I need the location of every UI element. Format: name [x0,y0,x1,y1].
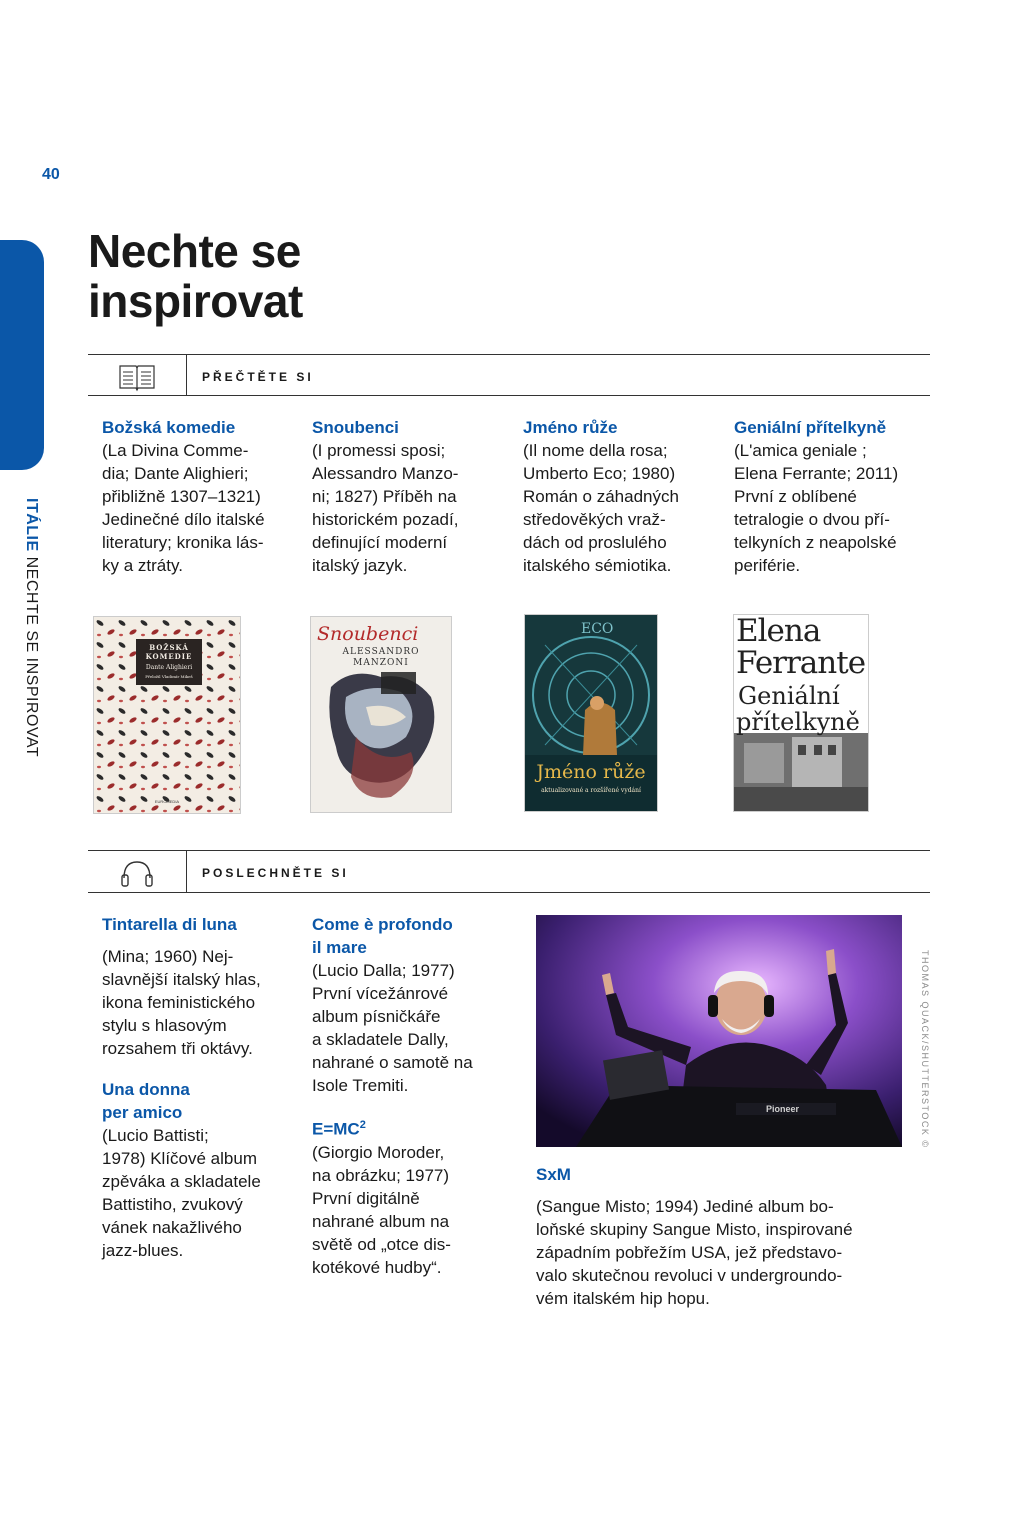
page-number: 40 [42,166,60,183]
section-divider [186,355,187,395]
mixer-brand: Pioneer [766,1104,800,1114]
running-header [22,498,40,757]
album-title: Una donna [102,1080,190,1099]
book-cover-bozska-komedie: BOŽSKÁ KOMEDIE Dante Alighieri Přeložil Vladimír Mikeš EUROMEDIA [94,617,240,813]
section-rule-bottom [88,892,930,893]
country-label: ITÁLIE [23,498,40,552]
album-entry: Una donna per amico (Lucio Battisti; 1978) Klíčové album zpěváka a skladatele Battistiho, zvukový vánek nakažlivého jazz-blues. [102,1078,302,1262]
album-title: SxM [536,1165,571,1184]
title-line-2: inspirovat [88,275,303,327]
album-entry: Tintarella di luna (Mina; 1960) Nej- slavnější italský hlas, ikona feministického stylu s hlasovým rozsahem tři oktávy. [102,913,302,1060]
album-title: $E=MC^2$ [312,1119,366,1139]
section-divider [186,851,187,892]
section-rule-bottom [88,395,930,396]
book-icon [118,362,156,392]
title-line-1: Nechte se [88,225,301,277]
section-label: NECHTE SE INSPIROVAT [23,556,40,758]
book-entry: Snoubenci (I promessi sposi; Alessandro Manzo- ni; 1827) Příběh na historickém pozadí, definující moderní italský jazyk. [312,416,502,577]
book-entry: Jméno růže (Il nome della rosa; Umberto Eco; 1980) Román o záhadných středověkých vraž- dách od proslulého italského sémiotika. [523,416,713,577]
book-cover-jmeno-ruze: ECO Jméno růže aktualizované a rozšířené vydání [525,615,657,811]
book-title: Snoubenci [312,418,399,437]
photo-credit: THOMAS QUACK/SHUTTERSTOCK © [920,950,930,1149]
listen-section-label: POSLECHNĚTE SI [202,866,349,880]
album-title-cont: per amico [102,1103,183,1122]
book-title: Božská komedie [102,418,236,437]
book-title: Geniální přítelkyně [734,418,887,437]
photo-giorgio-moroder [536,915,902,1147]
book-cover-snoubenci: Snoubenci ALESSANDRO MANZONI [311,617,451,812]
section-rule-top [88,354,930,355]
album-title: Tintarella di luna [102,915,237,934]
album-title-cont: il mare [312,938,367,957]
book-cover-genialni-pritelkyne: Elena Ferrante Geniální přítelkyně [734,615,868,811]
album-entry: $E=MC^2$ (Giorgio Moroder, na obrázku; 1977) První digitálně nahrané album na světě od „otce dis- kotékové hudby“. [312,1114,512,1279]
section-rule-top [88,850,930,851]
album-title: Come è profondo [312,915,453,934]
album-entry: Come è profondo il mare (Lucio Dalla; 1977) První vícežánrové album písničkáře a skladatele Dally, nahrané o samotě na Isole Tremiti. [312,913,512,1097]
album-entry-sxm: SxM (Sangue Misto; 1994) Jediné album bo- loňské skupiny Sangue Misto, inspirované západním pobřežím USA, jež představo- valo skutečnou revoluci v undergroundo- vém italském hip hopu. [536,1163,916,1310]
headphones-icon [118,858,156,888]
cover-label-box: BOŽSKÁ KOMEDIE Dante Alighieri Přeložil Vladimír Mikeš [136,639,202,685]
page-title [88,226,303,326]
book-entry: Geniální přítelkyně (L'amica geniale ; Elena Ferrante; 2011) První z oblíbené tetralogie o dvou pří- telkyních z neapolské periférie. [734,416,924,577]
book-entry: Božská komedie (La Divina Comme- dia; Dante Alighieri; přibližně 1307–1321) Jedinečné dílo italské literatury; kronika lás- ky a ztráty. [102,416,292,577]
read-section-label: PŘEČTĚTE SI [202,370,314,384]
book-title: Jméno růže [523,418,618,437]
chapter-tab [0,240,44,470]
photo-artwork [536,915,902,1147]
